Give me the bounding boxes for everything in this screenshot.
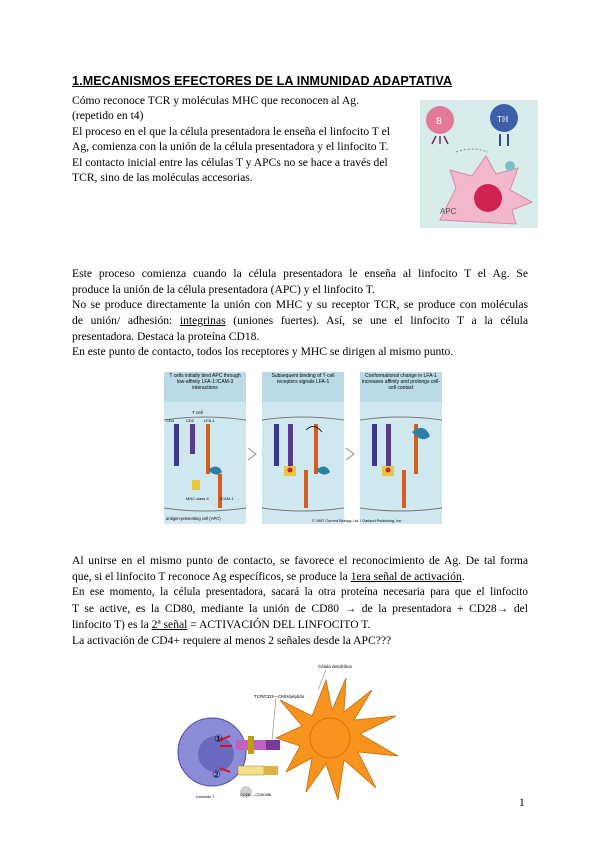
label-th: Tℍ (497, 115, 509, 124)
panel-3-caption: Conformational change in LFA-1 increases affinity and prolongs cell-cell contact (362, 373, 440, 391)
figure-lfa1-panels (162, 370, 444, 528)
label-cd28: CD28 —CD80/86 (240, 792, 272, 797)
figure-copyright: © 1997 Current Biology Ltd. / Garland Publishing, Inc. (312, 519, 403, 523)
para3-line-2b: . (461, 570, 465, 583)
intro-line-1: Cómo reconoce TCR y moléculas MHC que reconocen al Ag. (72, 94, 359, 107)
figure-two-signals (176, 660, 408, 804)
signal-1-number: ① (214, 734, 223, 745)
para3-line-6: La activación de CD4+ requiere al menos 2 señales desde la APC??? (72, 634, 392, 647)
intro-line-2: (repetido en t4) (72, 109, 144, 122)
para2-line-5: presentadora. Destaca la proteína CD18. (72, 330, 260, 343)
para2-line-2: produce la unión de la célula presentadora (APC) y el linfocito T. (72, 283, 375, 296)
intro-line-3: El proceso en el que la célula presentadora le enseña el linfocito T el (72, 125, 390, 138)
para3-line-2 (72, 569, 465, 584)
para2-line-3: No se produce directamente la unión con MHC y su receptor TCR, se produce con moléculas (72, 298, 528, 311)
intro-line-6: TCR, sino de las moléculas accesorias. (72, 171, 253, 184)
pointer-line-1 (272, 698, 276, 740)
label-tcell: T cell (192, 410, 203, 415)
para2-line-4 (72, 313, 528, 328)
para3-line-5b: = ACTIVACIÓN DEL LINFOCITO T. (187, 618, 371, 631)
apc-nucleus (474, 184, 502, 212)
antigen-particle (505, 161, 515, 171)
panel-2-caption: Subsequent binding of T-cell receptors signals LFA-1 (271, 373, 335, 385)
intro-line-4: Ag, comienza con la unión de la célula presentadora y el linfocito T. (72, 140, 389, 153)
label-lfa1: LFA-1 (204, 418, 215, 423)
para3-line-5a: linfocito T) es la (72, 618, 152, 631)
para3-line-1: Al unirse en el mismo punto de contacto, se favorece el reconocimiento de Ag. De tal forma (72, 554, 528, 567)
para3-line-3: En ese momento, la célula presentadora, sacará la otra proteína necesaria para que el linfocito (72, 586, 528, 598)
para2-line-4b: (uniones fuertes). Así, se une el linfocito T a la célula (225, 314, 529, 327)
label-dendritic: Célula dendrítica (318, 664, 352, 669)
second-signal-term: 2ª señal (151, 618, 188, 631)
para2-line-4a: de unión/ adhesión: (72, 314, 180, 327)
figure-apc-cells (420, 100, 538, 228)
label-tcr: TCR/CD3—CMH/péptido (254, 694, 305, 699)
label-b: B (436, 116, 443, 126)
intro-line-5: El contacto inicial entre las células T y APCs no se hace a través del (72, 156, 388, 169)
first-signal-term: 1era señal de activación (350, 570, 462, 583)
section-title: 1.MECANISMOS EFECTORES DE LA INMUNIDAD ADAPTATIVA (72, 74, 453, 88)
label-tcell: Linfocito T (196, 794, 215, 799)
label-icam1: ICAM-1 (220, 496, 234, 501)
para2-line-6: En este punto de contacto, todos los receptores y MHC se dirigen al mismo punto. (72, 345, 454, 358)
label-cd2: CD2 (186, 418, 195, 423)
integrinas-term: integrinas (179, 314, 226, 327)
label-apc: APC (440, 207, 457, 216)
signal-2-complex (238, 766, 278, 775)
panel-1-caption: T cells initially bind APC through low-affinity LFA-1:ICAM-3 interactions (169, 373, 241, 391)
label-cd4: CD4 (166, 418, 175, 423)
para2-line-1: Este proceso comienza cuando la célula presentadora le enseña al linfocito T el Ag. Se (72, 267, 528, 280)
para3-line-4: T se active, es la CD80, mediante la unión de CD80 → de la presentadora + CD28→ del (72, 602, 528, 615)
para3-line-2a: que, si el linfocito T reconoce Ag específicos, se produce la (72, 570, 351, 583)
page-number: 1 (519, 797, 525, 809)
label-mhc: MHC class II (186, 496, 209, 501)
label-apc: antigen-presenting cell (APC) (166, 516, 221, 521)
signal-2-number: ② (212, 770, 221, 781)
para3-line-5 (72, 617, 370, 632)
